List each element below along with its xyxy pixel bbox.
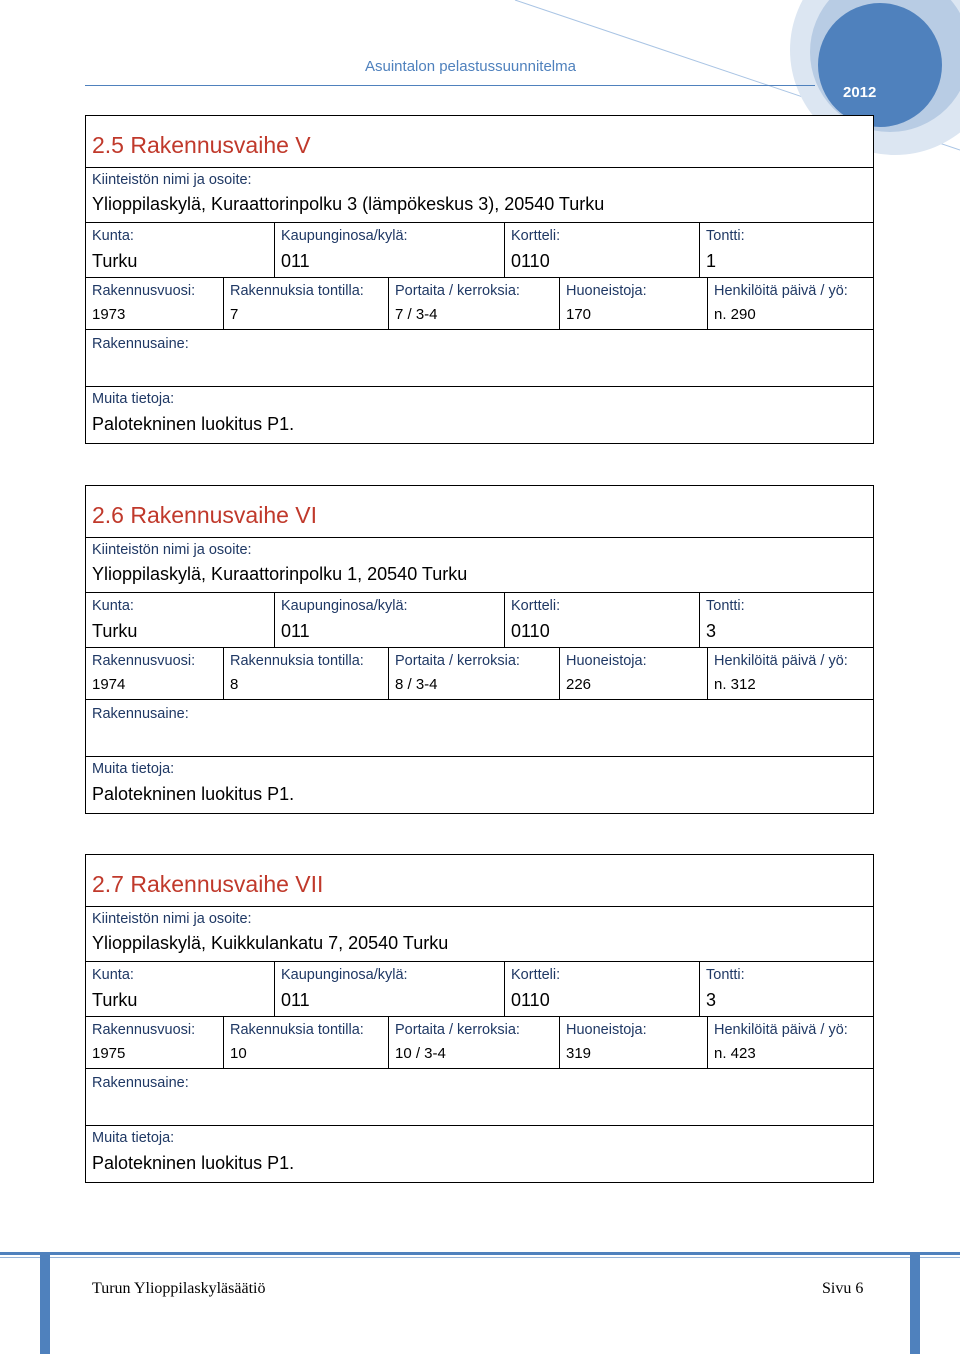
other-info-row	[86, 387, 873, 443]
municipality-label: Kunta:	[92, 967, 134, 983]
section-title: 2.7 Rakennusvaihe VII	[92, 871, 324, 897]
build-year-value: 1975	[92, 1045, 126, 1062]
material-label: Rakennusaine:	[92, 1075, 189, 1091]
footer-bar-right	[910, 1254, 920, 1354]
buildings-value: 8	[230, 676, 239, 693]
other-info-row	[86, 1126, 873, 1182]
municipality-label: Kunta:	[92, 228, 134, 244]
material-row	[86, 1069, 873, 1126]
footer-rule	[0, 1252, 960, 1255]
property-address: Ylioppilaskylä, Kuraattorinpolku 1, 20540 Turku	[92, 564, 468, 584]
building-row	[86, 1017, 873, 1069]
district-value: 011	[281, 251, 310, 271]
municipality-label: Kunta:	[92, 598, 134, 614]
district-label: Kaupunginosa/kylä:	[281, 967, 408, 983]
block-value: 0110	[511, 251, 550, 271]
buildings-label: Rakennuksia tontilla:	[230, 1022, 364, 1038]
persons-value: n. 312	[714, 676, 756, 693]
footer-page-number: Sivu 6	[822, 1280, 864, 1297]
material-row	[86, 700, 873, 757]
block-label: Kortteli:	[511, 598, 561, 614]
stairs-floors-label: Portaita / kerroksia:	[395, 1022, 520, 1038]
section-2-6	[85, 485, 874, 814]
persons-label: Henkilöitä päivä / yö:	[714, 1022, 848, 1038]
material-row	[86, 330, 873, 387]
other-info-row	[86, 757, 873, 813]
location-row	[86, 223, 873, 278]
property-label: Kiinteistön nimi ja osoite:	[92, 542, 252, 558]
location-row	[86, 593, 873, 648]
block-value: 0110	[511, 621, 550, 641]
stairs-floors-label: Portaita / kerroksia:	[395, 653, 520, 669]
buildings-value: 10	[230, 1045, 247, 1062]
municipality-value: Turku	[92, 251, 138, 271]
build-year-value: 1974	[92, 676, 126, 693]
district-value: 011	[281, 621, 310, 641]
material-label: Rakennusaine:	[92, 706, 189, 722]
block-label: Kortteli:	[511, 967, 561, 983]
footer-rule-light	[0, 1257, 960, 1258]
section-title: 2.6 Rakennusvaihe VI	[92, 502, 318, 528]
address-row	[86, 168, 873, 223]
other-info-label: Muita tietoja:	[92, 761, 175, 777]
building-row	[86, 648, 873, 700]
section-2-7	[85, 854, 874, 1183]
persons-value: n. 290	[714, 306, 756, 323]
municipality-value: Turku	[92, 621, 138, 641]
property-label: Kiinteistön nimi ja osoite:	[92, 172, 252, 188]
apartments-label: Huoneistoja:	[566, 653, 647, 669]
build-year-label: Rakennusvuosi:	[92, 653, 196, 669]
district-value: 011	[281, 990, 310, 1010]
apartments-value: 319	[566, 1045, 592, 1062]
plot-value: 1	[706, 251, 717, 271]
district-label: Kaupunginosa/kylä:	[281, 598, 408, 614]
section-title-row	[86, 116, 873, 168]
other-info-label: Muita tietoja:	[92, 391, 175, 407]
plot-label: Tontti:	[706, 228, 745, 244]
apartments-value: 170	[566, 306, 592, 323]
property-label: Kiinteistön nimi ja osoite:	[92, 911, 252, 927]
header-rule	[85, 85, 815, 86]
section-2-5	[85, 115, 874, 444]
plot-label: Tontti:	[706, 967, 745, 983]
apartments-label: Huoneistoja:	[566, 283, 647, 299]
persons-label: Henkilöitä päivä / yö:	[714, 653, 848, 669]
persons-label: Henkilöitä päivä / yö:	[714, 283, 848, 299]
section-title-row	[86, 855, 873, 907]
footer-bar-left	[40, 1254, 50, 1354]
buildings-label: Rakennuksia tontilla:	[230, 283, 364, 299]
other-info-value: Palotekninen luokitus P1.	[92, 784, 295, 804]
build-year-value: 1973	[92, 306, 126, 323]
other-info-label: Muita tietoja:	[92, 1130, 175, 1146]
buildings-value: 7	[230, 306, 239, 323]
section-title: 2.5 Rakennusvaihe V	[92, 132, 311, 158]
property-address: Ylioppilaskylä, Kuraattorinpolku 3 (lämpökeskus 3), 20540 Turku	[92, 194, 605, 214]
building-row	[86, 278, 873, 330]
apartments-value: 226	[566, 676, 592, 693]
stairs-floors-value: 7 / 3-4	[395, 306, 438, 323]
plot-value: 3	[706, 990, 717, 1010]
address-row	[86, 907, 873, 962]
material-label: Rakennusaine:	[92, 336, 189, 352]
block-label: Kortteli:	[511, 228, 561, 244]
stairs-floors-label: Portaita / kerroksia:	[395, 283, 520, 299]
block-value: 0110	[511, 990, 550, 1010]
footer-organization: Turun Ylioppilaskyläsäätiö	[92, 1280, 266, 1297]
district-label: Kaupunginosa/kylä:	[281, 228, 408, 244]
build-year-label: Rakennusvuosi:	[92, 1022, 196, 1038]
persons-value: n. 423	[714, 1045, 756, 1062]
plot-label: Tontti:	[706, 598, 745, 614]
apartments-label: Huoneistoja:	[566, 1022, 647, 1038]
plot-value: 3	[706, 621, 717, 641]
other-info-value: Palotekninen luokitus P1.	[92, 1153, 295, 1173]
address-row	[86, 538, 873, 593]
section-title-row	[86, 486, 873, 538]
property-address: Ylioppilaskylä, Kuikkulankatu 7, 20540 Turku	[92, 933, 449, 953]
document-year: 2012	[843, 84, 877, 101]
stairs-floors-value: 8 / 3-4	[395, 676, 438, 693]
stairs-floors-value: 10 / 3-4	[395, 1045, 446, 1062]
municipality-value: Turku	[92, 990, 138, 1010]
document-title: Asuintalon pelastussuunnitelma	[365, 58, 576, 75]
buildings-label: Rakennuksia tontilla:	[230, 653, 364, 669]
build-year-label: Rakennusvuosi:	[92, 283, 196, 299]
location-row	[86, 962, 873, 1017]
other-info-value: Palotekninen luokitus P1.	[92, 414, 295, 434]
